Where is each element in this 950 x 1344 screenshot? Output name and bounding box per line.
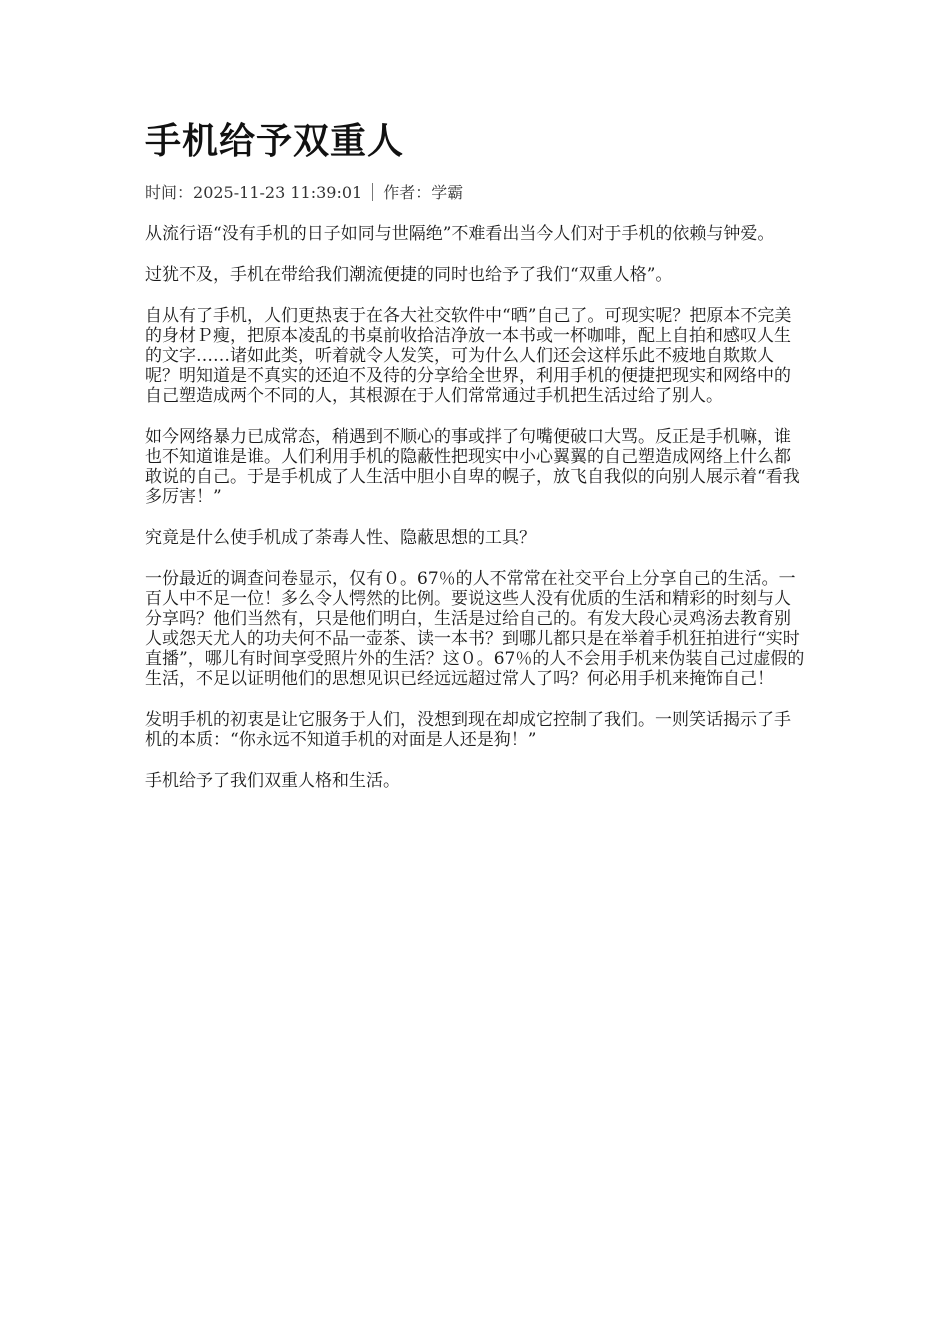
paragraph-7: 发明手机的初衷是让它服务于人们，没想到现在却成它控制了我们。一则笑话揭示了手机的本质：“你永远不知道手机的对面是人还是狗！” bbox=[145, 710, 791, 750]
article bbox=[145, 118, 805, 812]
paragraph-3: 自从有了手机，人们更热衷于在各大社交软件中“晒”自己了。可现实呢？把原本不完美的身材Ｐ瘦，把原本凌乱的书桌前收拾洁净放一本书或一杯咖啡，配上自拍和感叹人生的文字……诸如此类，听着就令人发笑，可为什么人们还会这样乐此不疲地自欺欺人呢？明知道是不真实的还迫不及待的分享给全世界，利用手机的便捷把现实和网络中的自己塑造成两个不同的人，其根源在于人们常常通过手机把生活过给了别人。 bbox=[145, 306, 792, 406]
time-value: 2025-11-23 11:39:01 bbox=[193, 183, 363, 202]
author-value: 学霸 bbox=[431, 183, 464, 202]
paragraph-2: 过犹不及，手机在带给我们潮流便捷的同时也给予了我们“双重人格”。 bbox=[145, 265, 673, 285]
time-label: 时间： bbox=[145, 183, 194, 202]
article-title: 手机给予双重人 bbox=[145, 120, 405, 162]
paragraph-6: 一份最近的调查问卷显示，仅有０。67％的人不常常在社交平台上分享自己的生活。一百人中不足一位！多么令人愕然的比例。要说这些人没有优质的生活和精彩的时刻与人分享吗？他们当然有，只是他们明白，生活是过给自己的。有发大段心灵鸡汤去教育别人或怨天尤人的功夫何不品一壶茶、读一本书？到哪儿都只是在举着手机狂拍进行“实时直播”，哪儿有时间享受照片外的生活？这０。67％的人不会用手机来伪装自己过虚假的生活，不足以证明他们的思想见识已经远远超过常人了吗？何必用手机来掩饰自己！ bbox=[145, 569, 805, 689]
article-body bbox=[145, 224, 805, 791]
author-label: 作者： bbox=[383, 183, 432, 202]
meta-divider bbox=[372, 183, 373, 201]
paragraph-1: 从流行语“没有手机的日子如同与世隔绝”不难看出当今人们对于手机的依赖与钟爱。 bbox=[145, 224, 775, 244]
paragraph-8: 手机给予了我们双重人格和生活。 bbox=[145, 771, 400, 791]
article-meta bbox=[145, 182, 805, 204]
paragraph-4: 如今网络暴力已成常态，稍遇到不顺心的事或拌了句嘴便破口大骂。反正是手机嘛，谁也不知道谁是谁。人们利用手机的隐蔽性把现实中小心翼翼的自己塑造成网络上什么都敢说的自己。于是手机成了人生活中胆小自卑的幌子，放飞自我似的向别人展示着“看我多厉害！” bbox=[145, 427, 800, 507]
paragraph-5: 究竟是什么使手机成了荼毒人性、隐蔽思想的工具？ bbox=[145, 528, 536, 548]
